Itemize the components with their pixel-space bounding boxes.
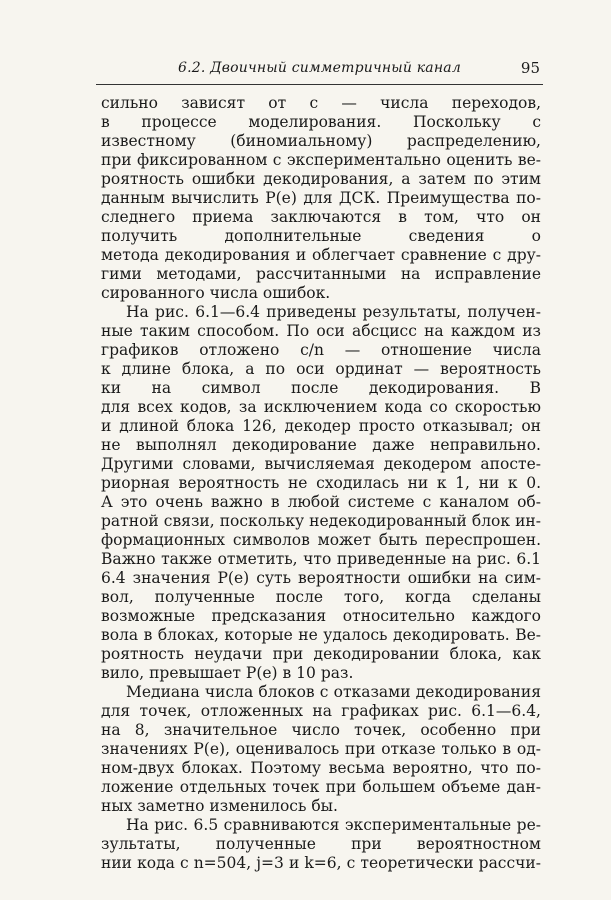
page-number: 95 [520, 59, 540, 77]
text-line: ном-двух блоках. Поэтому весьма вероятно, что по- [101, 759, 541, 777]
text-line: риорная вероятность не сходилась ни к 1, ни к 0. [101, 474, 541, 492]
text-line: нии кода с n=504, j=3 и k=6, с теоретически рассчи- [101, 854, 541, 872]
section-title: 6.2. Двоичный симметричный канал [178, 60, 461, 76]
text-line: 6.4 значения P(e) суть вероятности ошибки на сим- [101, 569, 541, 587]
text-line: получить дополнительные сведения о [101, 227, 541, 245]
text-line: роятность ошибки декодирования, а затем по этим [101, 170, 541, 188]
text-line: ратной связи, поскольку недекодированный блок ин- [101, 512, 541, 530]
text-line: на 8, значительное число точек, особенно при [101, 721, 541, 739]
text-line: ложение отдельных точек при большем объеме дан- [101, 778, 541, 796]
text-line: в процессе моделирования. Поскольку c [101, 113, 541, 131]
text-line: зультаты, полученные при вероятностном [101, 835, 541, 853]
text-line: А это очень важно в любой системе с каналом об- [101, 493, 541, 511]
text-line: Медиана числа блоков с отказами декодирования [126, 683, 541, 701]
text-line: не выполнял декодирование даже неправильно. [101, 436, 541, 454]
running-head [96, 60, 543, 85]
text-line: роятность неудачи при декодировании блока, как [101, 645, 541, 663]
text-line: На рис. 6.5 сравниваются экспериментальные ре- [126, 816, 541, 834]
text-line: формационных символов может быть переспрошен. [101, 531, 541, 549]
text-line: следнего приема заключаются в том, что он [101, 208, 541, 226]
text-line: Важно также отметить, что приведенные на рис. 6.1 [101, 550, 541, 568]
text-line: возможные предсказания относительно каждого [101, 607, 541, 625]
text-line: Другими словами, вычисляемая декодером апосте- [101, 455, 541, 473]
text-line: данным вычислить P(e) для ДСК. Преимущества по- [101, 189, 541, 207]
text-line: гими методами, рассчитанными на исправление [101, 265, 541, 283]
text-line: вило, превышает P(e) в 10 раз. [101, 664, 354, 682]
text-line: известному (биномиальному) распределению, [101, 132, 541, 150]
text-line: при фиксированном c экспериментально оценить ве- [101, 151, 541, 169]
text-line: для всех кодов, за исключением кода со скоростью [101, 398, 541, 416]
text-line: На рис. 6.1—6.4 приведены результаты, получен- [126, 303, 541, 321]
text-line: вол, полученные после того, когда сделаны [101, 588, 541, 606]
text-line: ки на символ после декодирования. В [101, 379, 541, 397]
text-line: сильно зависят от c — числа переходов, [101, 94, 541, 112]
text-line: метода декодирования и облегчает сравнение с дру- [101, 246, 541, 264]
text-line: ные таким способом. По оси абсцисс на каждом из [101, 322, 541, 340]
text-line: и длиной блока 126, декодер просто отказывал; он [101, 417, 541, 435]
text-line: сированного числа ошибок. [101, 284, 331, 302]
text-line: графиков отложено c/n — отношение числа [101, 341, 541, 359]
text-line: вола в блоках, которые не удалось декодировать. Ве- [101, 626, 541, 644]
text-line: для точек, отложенных на графиках рис. 6.1—6.4, [101, 702, 541, 720]
text-line: значениях P(e), оценивалось при отказе только в од- [101, 740, 541, 758]
text-line: к длине блока, а по оси ординат — вероятность [101, 360, 541, 378]
text-line: ных заметно изменилось бы. [101, 797, 338, 815]
